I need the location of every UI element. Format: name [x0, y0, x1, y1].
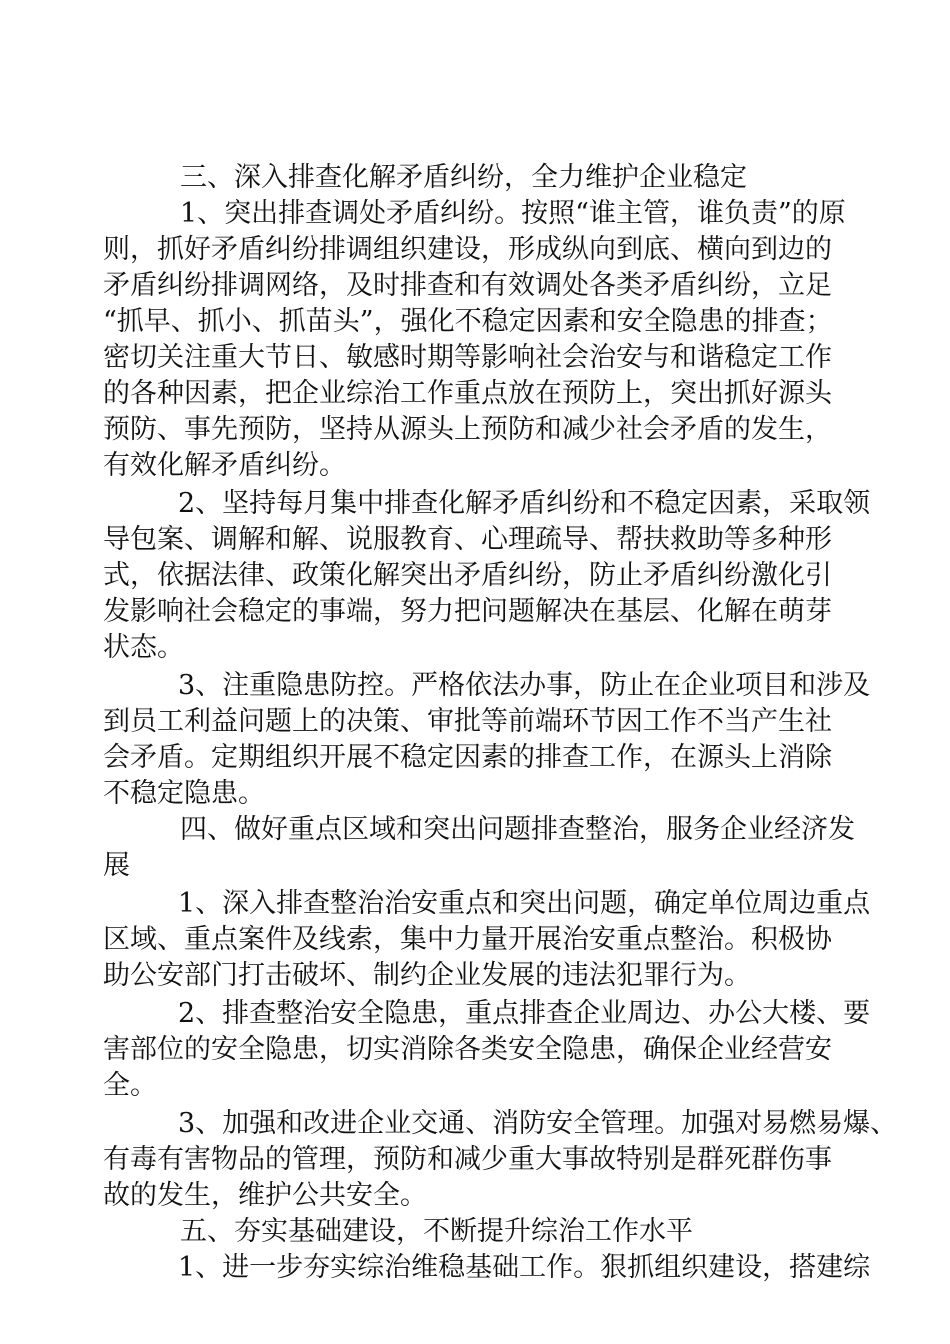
paragraph-line: 助公安部门打击破坏、制约企业发展的违法犯罪行为。 [103, 960, 751, 991]
paragraph-line: 有效化解矛盾纠纷。 [103, 450, 346, 481]
paragraph-line: 1、突出排查调处矛盾纠纷。按照“谁主管，谁负责”的原 [180, 198, 846, 229]
paragraph-line: 导包案、调解和解、说服教育、心理疏导、帮扶救助等多种形 [103, 524, 832, 555]
section-heading-3: 三、深入排查化解矛盾纠纷，全力维护企业稳定 [180, 162, 747, 193]
paragraph-line: 3、注重隐患防控。严格依法办事，防止在企业项目和涉及 [178, 670, 871, 701]
paragraph-line: 矛盾纠纷排调网络，及时排查和有效调处各类矛盾纠纷，立足 [103, 270, 832, 301]
paragraph-line: 害部位的安全隐患，切实消除各类安全隐患，确保企业经营安 [103, 1034, 832, 1065]
paragraph-line: 状态。 [103, 632, 184, 663]
paragraph-line: 全。 [103, 1070, 157, 1101]
paragraph-line: 会矛盾。定期组织开展不稳定因素的排查工作，在源头上消除 [103, 742, 832, 773]
paragraph-line: 2、坚持每月集中排查化解矛盾纠纷和不稳定因素，采取领 [178, 488, 871, 519]
paragraph-line: 则，抓好矛盾纠纷排调组织建设，形成纵向到底、横向到边的 [103, 234, 832, 265]
paragraph-line: 密切关注重大节日、敏感时期等影响社会治安与和谐稳定工作 [103, 342, 832, 373]
paragraph-line: 预防、事先预防，坚持从源头上预防和减少社会矛盾的发生， [103, 414, 832, 445]
paragraph-line: 发影响社会稳定的事端，努力把问题解决在基层、化解在萌芽 [103, 596, 832, 627]
paragraph-line: 3、加强和改进企业交通、消防安全管理。加强对易燃易爆、 [178, 1108, 898, 1139]
paragraph-line: 1、进一步夯实综治维稳基础工作。狠抓组织建设，搭建综 [178, 1252, 871, 1283]
paragraph-line: 区域、重点案件及线索，集中力量开展治安重点整治。积极协 [103, 924, 832, 955]
section-heading-4: 四、做好重点区域和突出问题排查整治，服务企业经济发 [180, 814, 855, 845]
paragraph-line: 式，依据法律、政策化解突出矛盾纠纷，防止矛盾纠纷激化引 [103, 560, 832, 591]
paragraph-line: 故的发生，维护公共安全。 [103, 1180, 427, 1211]
section-heading-5: 五、夯实基础建设，不断提升综治工作水平 [180, 1216, 693, 1247]
paragraph-line: 不稳定隐患。 [103, 778, 265, 809]
section-heading-4-continued: 展 [103, 850, 130, 881]
paragraph-line: 有毒有害物品的管理，预防和减少重大事故特别是群死群伤事 [103, 1144, 832, 1175]
paragraph-line: 到员工利益问题上的决策、审批等前端环节因工作不当产生社 [103, 706, 832, 737]
paragraph-line: 的各种因素，把企业综治工作重点放在预防上，突出抓好源头 [103, 378, 832, 409]
paragraph-line: “抓早、抓小、抓苗头”，强化不稳定因素和安全隐患的排查； [103, 306, 833, 337]
paragraph-line: 2、排查整治安全隐患，重点排查企业周边、办公大楼、要 [178, 998, 871, 1029]
paragraph-line: 1、深入排查整治治安重点和突出问题，确定单位周边重点 [178, 888, 871, 919]
